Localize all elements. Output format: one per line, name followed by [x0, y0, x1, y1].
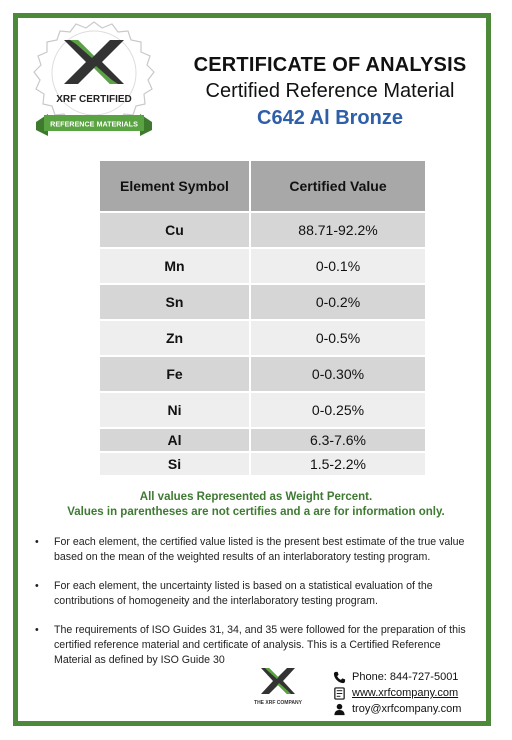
statement-text: For each element, the certified value listed is the present best estimate of the true value based on the mean of the weighted results of an interlaboratory testing program. [54, 536, 465, 563]
page-subtitle: Certified Reference Material [205, 80, 455, 102]
contact-phone [333, 669, 461, 685]
bullet-icon: • [35, 536, 39, 548]
table-row [100, 248, 425, 284]
statement-text: For each element, the uncertainty listed is based on a statistical evaluation of the contributions of homogeneity and the interlaboratory testing program. [54, 580, 433, 607]
certified-value: 0-0.30% [250, 356, 425, 392]
bullet-icon: • [35, 624, 39, 636]
list-item [30, 535, 480, 565]
certified-value: 0-0.2% [250, 284, 425, 320]
header [180, 52, 480, 132]
web-icon [333, 687, 346, 700]
table-row [100, 320, 425, 356]
certified-value: 88.71-92.2% [250, 212, 425, 248]
element-symbol: Al [100, 428, 250, 452]
certified-values-table [100, 161, 425, 475]
table-row [100, 212, 425, 248]
footer-logo-text: THE XRF COMPANY [254, 700, 302, 706]
column-header-value: Certified Value [250, 161, 425, 212]
note-line-2: Values in parentheses are not certifies and a are for information only. [67, 506, 445, 518]
certified-value: 6.3-7.6% [250, 428, 425, 452]
table-header-row [100, 161, 425, 212]
column-header-element: Element Symbol [100, 161, 250, 212]
table-row [100, 428, 425, 452]
certified-seal-icon [24, 18, 164, 146]
certified-value: 1.5-2.2% [250, 452, 425, 475]
element-symbol: Ni [100, 392, 250, 428]
contact-website [333, 685, 461, 701]
certified-value: 0-0.5% [250, 320, 425, 356]
contact-email [333, 701, 461, 717]
statement-text: The requirements of ISO Guides 31, 34, and 35 were followed for the preparation of this certified reference material and certificate of analysis. This is a Certified Reference Material as defined by ISO Guide 30 [54, 624, 466, 666]
page-title: CERTIFICATE OF ANALYSIS [193, 54, 467, 76]
seal-badge-text: XRF CERTIFIED [56, 94, 132, 105]
element-symbol: Zn [100, 320, 250, 356]
bullet-icon: • [35, 580, 39, 592]
person-icon [333, 703, 346, 716]
table-row [100, 284, 425, 320]
element-symbol: Mn [100, 248, 250, 284]
table-row [100, 356, 425, 392]
certified-value: 0-0.1% [250, 248, 425, 284]
product-name: C642 Al Bronze [257, 107, 403, 129]
note-line-1: All values Represented as Weight Percent. [139, 491, 373, 503]
xrf-logo-icon [253, 664, 303, 708]
phone-number: Phone: 844-727-5001 [352, 671, 459, 683]
table-row [100, 392, 425, 428]
certified-value: 0-0.25% [250, 392, 425, 428]
element-symbol: Fe [100, 356, 250, 392]
table-row [100, 452, 425, 475]
element-symbol: Si [100, 452, 250, 475]
contact-block [333, 669, 461, 717]
statement-list [30, 535, 480, 682]
seal-ribbon-text: REFERENCE MATERIALS [50, 119, 138, 129]
email-address[interactable]: troy@xrfcompany.com [352, 703, 462, 715]
weight-percent-notes [0, 490, 512, 520]
website-link[interactable]: www.xrfcompany.com [352, 687, 459, 699]
phone-icon [333, 671, 346, 684]
element-symbol: Cu [100, 212, 250, 248]
element-symbol: Sn [100, 284, 250, 320]
list-item [30, 623, 480, 668]
list-item [30, 579, 480, 609]
